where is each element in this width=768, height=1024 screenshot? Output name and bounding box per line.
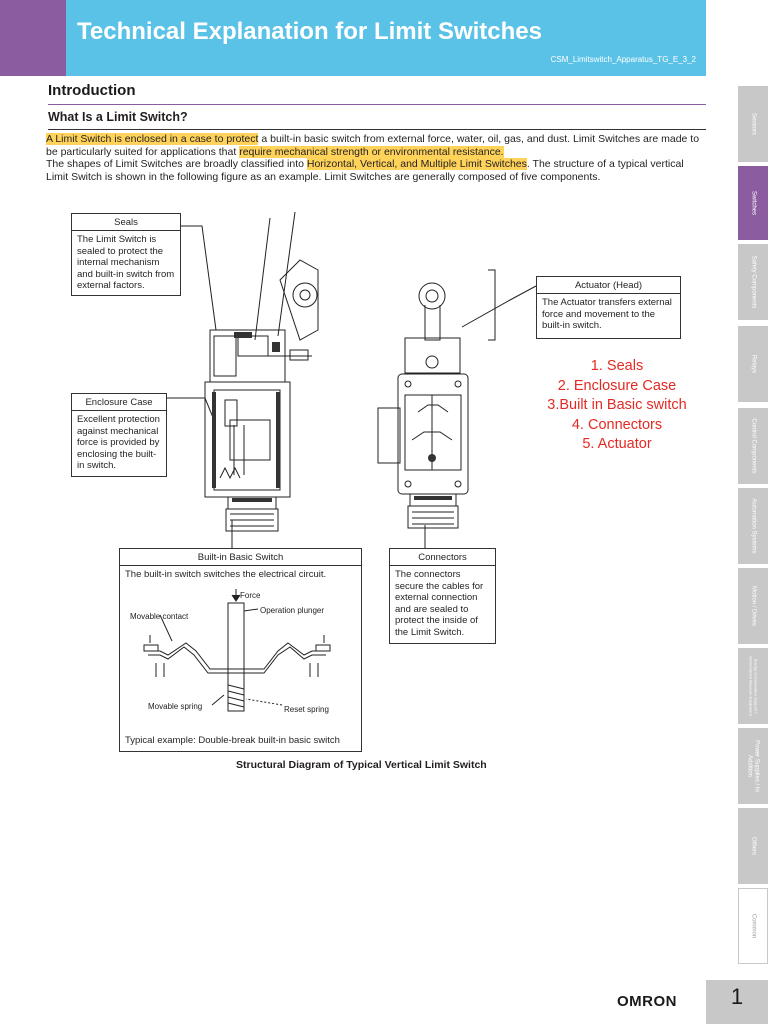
tab-sensors[interactable] [738, 86, 768, 162]
tab-label: Switches [750, 190, 757, 216]
tab-label: Motion / Drives [750, 585, 757, 627]
intro-text-run: . The structure of a typical vertical Limit Switch is shown in the following figure as an example. Limit Switches are generally composed of five components. [46, 158, 684, 183]
tab-safety-components[interactable] [738, 244, 768, 320]
basic-switch-description: The built-in switch switches the electrical circuit. [125, 569, 327, 580]
highlight: Horizontal, Vertical, and Multiple Limit Switches [306, 158, 527, 171]
basic-switch-footer: Typical example: Double-break built-in basic switch [125, 735, 340, 746]
basic-switch-title: Built-in Basic Switch [120, 549, 361, 566]
actuator-callout [536, 276, 681, 339]
section-title: Introduction [48, 82, 136, 99]
tab-motion-drives[interactable] [738, 568, 768, 644]
tab-energy-conservation[interactable] [738, 648, 768, 724]
tab-label: Sensors [750, 112, 757, 136]
tab-label: Common [750, 913, 757, 939]
tab-label: Energy Conservation Support / Environment Measure Equipment [749, 656, 759, 716]
highlight: require mechanical strength or environmental resistance. [239, 145, 504, 158]
tab-power-supplies[interactable] [738, 728, 768, 804]
tab-label: Relays [750, 354, 757, 374]
actuator-title: Actuator (Head) [537, 277, 680, 294]
component-item: 5. Actuator [582, 436, 652, 452]
tab-others[interactable] [738, 808, 768, 884]
subsection-title: What Is a Limit Switch? [48, 110, 188, 124]
enclosure-case-callout [71, 393, 167, 477]
component-item: 3.Built in Basic switch [547, 397, 687, 413]
seals-leader [181, 226, 216, 330]
tab-control-components[interactable] [738, 408, 768, 484]
component-item: 4. Connectors [571, 416, 663, 433]
movable-contact-label: Movable contact [130, 612, 189, 621]
tab-switches[interactable] [738, 166, 768, 240]
reset-spring-label: Reset spring [284, 705, 329, 714]
tab-relays[interactable] [738, 326, 768, 402]
enclosure-case-title: Enclosure Case [72, 394, 166, 411]
enclosure-leader [166, 398, 214, 420]
actuator-bracket [488, 270, 495, 340]
tab-label: Power Supplies / In Addition [747, 740, 760, 792]
seals-description: The Limit Switch is sealed to protect the internal mechanism and built-in switch from external factors. [77, 234, 175, 291]
component-item: 2. Enclosure Case [557, 377, 677, 394]
basic-switch-diagram [120, 585, 361, 731]
seals-title: Seals [72, 214, 180, 231]
tab-label: Others [750, 836, 757, 856]
operation-plunger-label: Operation plunger [260, 606, 325, 615]
intro-text-run: The shapes of Limit Switches are broadly classified into [46, 158, 307, 171]
figure-caption: Structural Diagram of Typical Vertical Limit Switch [236, 759, 487, 771]
tab-label: Control Components [750, 418, 757, 474]
component-list [522, 357, 712, 455]
tab-label: Automation Systems [750, 498, 757, 554]
actuator-description: The Actuator transfers external force and movement to the built-in switch. [542, 297, 672, 331]
actuator-leader [462, 286, 536, 327]
enclosure-case-description: Excellent protection against mechanical force is provided by enclosing the built-in switch. [77, 414, 160, 471]
highlight: A Limit Switch is enclosed in a case to protect [46, 133, 259, 145]
force-label: Force [240, 591, 261, 600]
connectors-title: Connectors [390, 549, 495, 566]
connectors-description: The connectors secure the cables for external connection and are sealed to protect the inside of the Limit Switch. [395, 569, 484, 638]
document-code: CSM_Limitswitch_Apparatus_TG_E_3_2 [550, 55, 696, 64]
tab-automation-systems[interactable] [738, 488, 768, 564]
connectors-callout [389, 548, 496, 644]
component-item: 1. Seals [590, 358, 644, 374]
intro-text-run: a built-in basic switch from external force, water, oil, gas, and dust. Limit Switches are made to be particularly suited for applications that [46, 133, 700, 158]
seals-callout [71, 213, 181, 296]
page-title: Technical Explanation for Limit Switches [77, 18, 542, 45]
page-number: 1 [730, 984, 744, 1009]
tab-common[interactable] [738, 888, 768, 964]
movable-spring-label: Movable spring [148, 702, 203, 711]
basic-switch-callout [119, 548, 362, 752]
tab-label: Safety Components [750, 255, 757, 309]
omron-logo: OMRON [617, 993, 677, 1010]
